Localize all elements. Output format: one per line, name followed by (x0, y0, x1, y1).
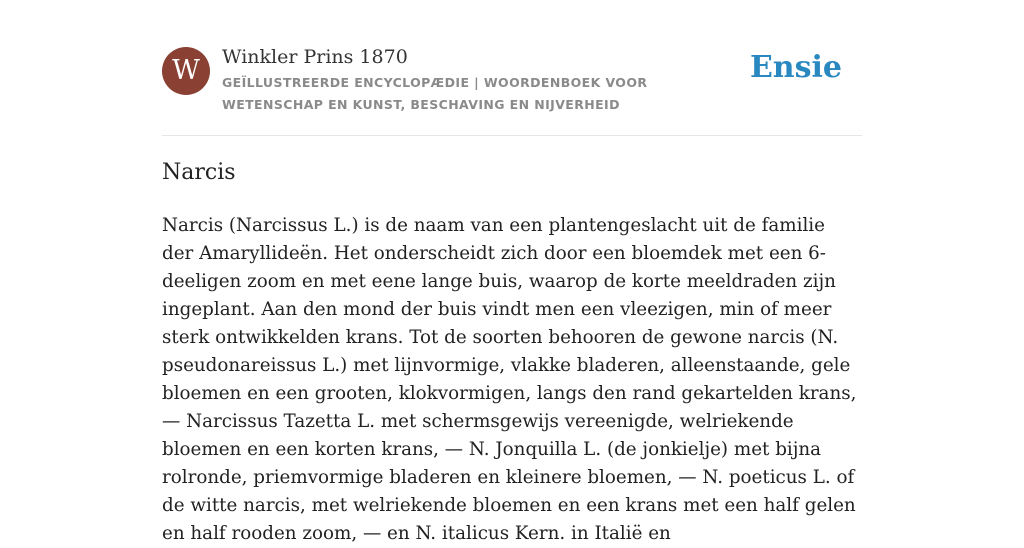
source-avatar[interactable]: W (162, 47, 210, 95)
source-title[interactable]: Winkler Prins 1870 (222, 46, 408, 68)
ensie-logo-link[interactable]: Ensie (749, 50, 842, 85)
source-header (162, 44, 862, 136)
article-body: Narcis (Narcissus L.) is de naam van een plantengeslacht uit de familie der Amaryllideën. Het onderscheidt zich door een bloemdek met een 6-deeligen zoom en met eene lange buis, waarop de korte meeldraden zijn ingeplant. Aan den mond der buis vindt men een vleezigen, min of meer sterk ontwikkelden krans. Tot de soorten behooren de gewone narcis (N. pseudonareissus L.) met lijnvormige, vlakke bladeren, alleenstaande, gele bloemen en een grooten, klokvormigen, langs den rand gekartelden krans, — Narcissus Tazetta L. met schermsgewijs vereenigde, welriekende bloemen en een korten krans, — N. Jonquilla L. (de jonkielje) met bijna rolronde, priemvormige bladeren en kleinere bloemen, — N. poeticus L. of de witte narcis, met welriekende bloemen en een krans met een half gelen en half rooden zoom, — en N. italicus Kern. in Italië en (162, 215, 857, 544)
article-title: Narcis (162, 160, 236, 185)
source-subtitle: GEÏLLUSTREERDE ENCYCLOPÆDIE | WOORDENBOEK VOOR WETENSCHAP EN KUNST, BESCHAVING EN NIJVERHEID (222, 75, 648, 112)
